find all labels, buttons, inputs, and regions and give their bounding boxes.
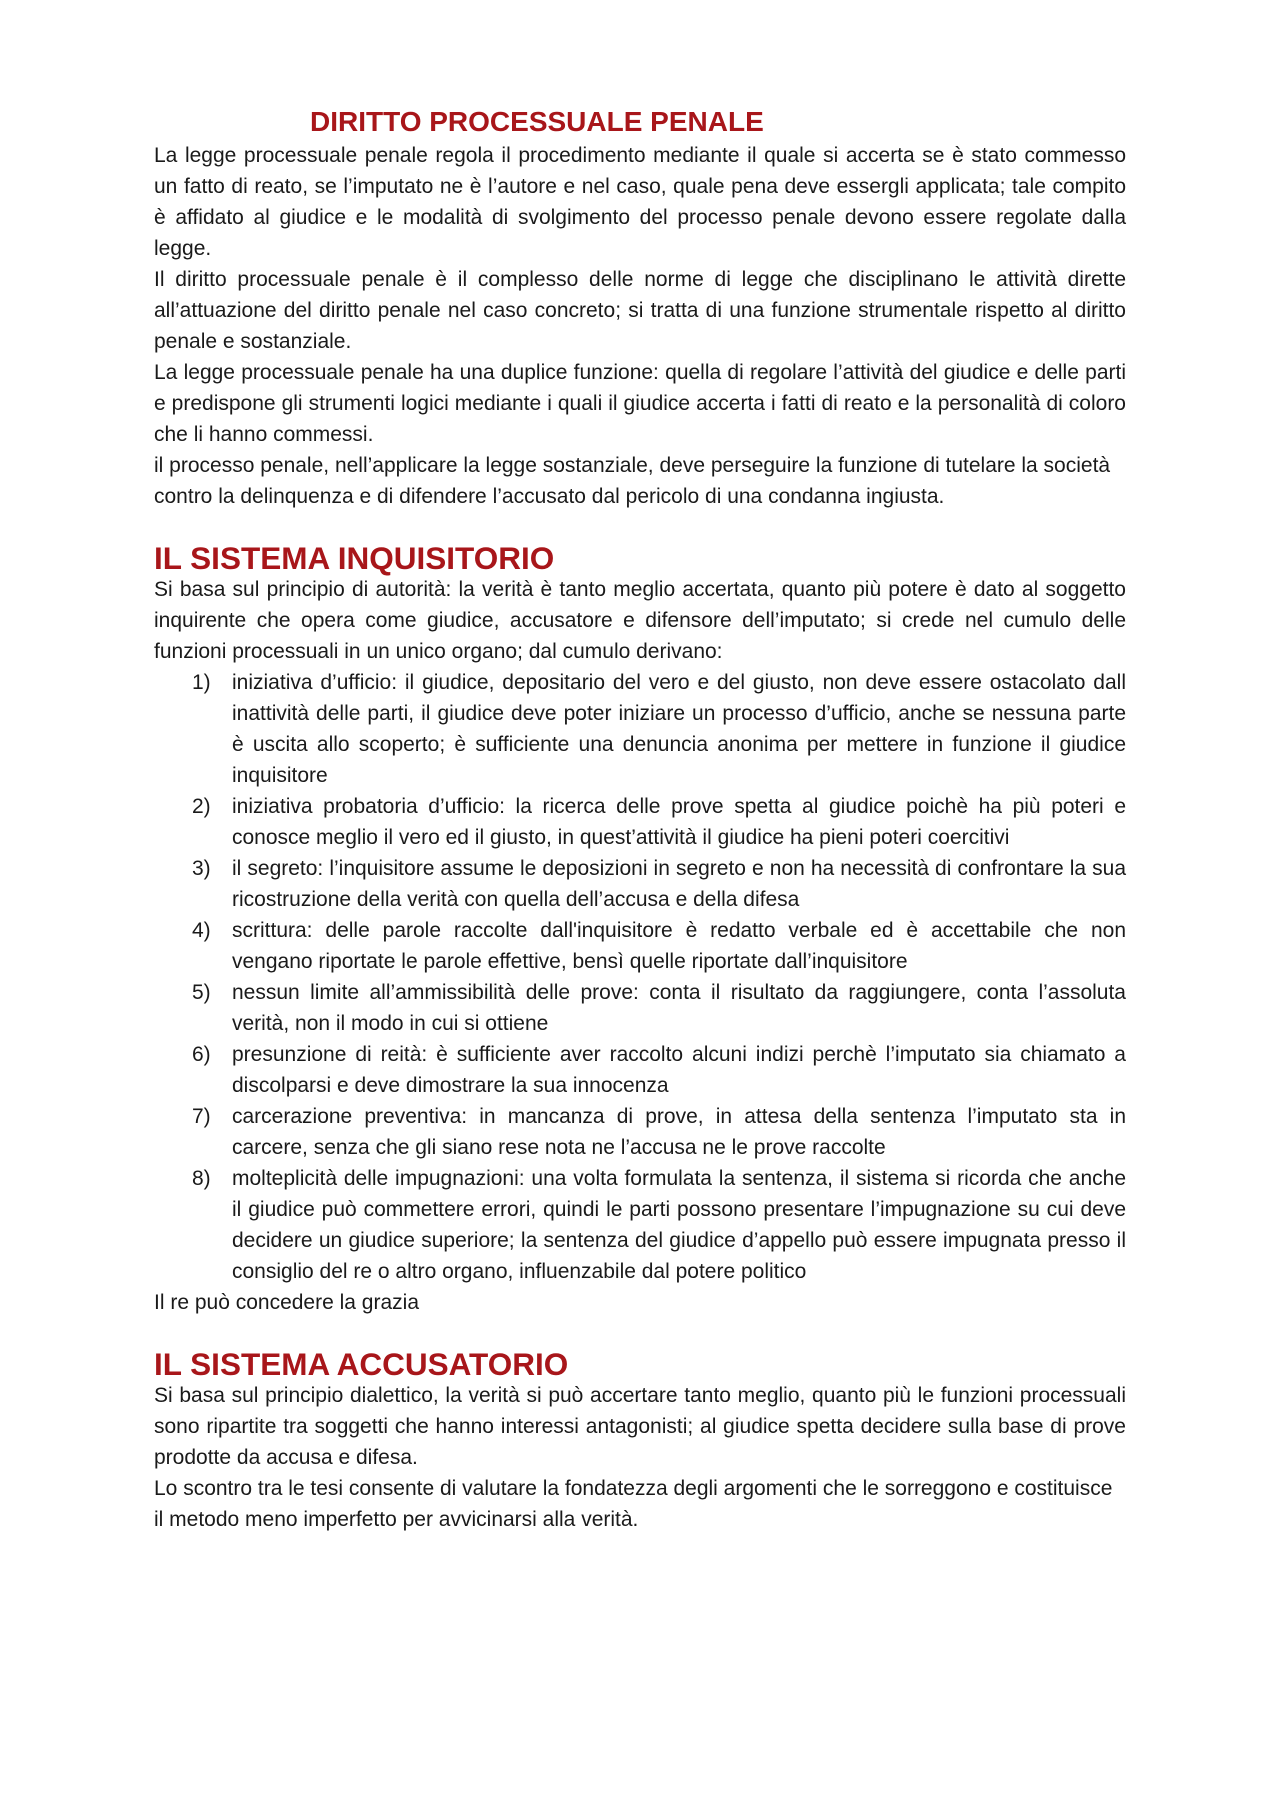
intro-paragraph-1: La legge processuale penale regola il procedimento mediante il quale si accerta se è stato commesso un fatto di reato, se l’imputato ne è l’autore e nel caso, quale pena deve essergli applicata; tale compito è affidato al giudice e le modalità di svolgimento del processo penale devono essere regolate dalla legge.	[154, 144, 1126, 260]
list-item-text: nessun limite all’ammissibilità delle prove: conta il risultato da raggiungere, conta l’assoluta verità, non il modo in cui si ottiene	[232, 981, 1126, 1035]
list-item	[154, 791, 1126, 853]
section-accusatorio	[154, 1346, 1126, 1535]
section-heading-inquisitorio: IL SISTEMA INQUISITORIO	[154, 540, 555, 576]
list-item-text: iniziativa probatoria d’ufficio: la ricerca delle prove spetta al giudice poichè ha più poteri e conosce meglio il vero ed il giusto, in quest’attività il giudice ha pieni poteri coercitivi	[232, 795, 1126, 849]
list-item-number: 6)	[192, 1043, 211, 1066]
list-item-text: presunzione di reità: è sufficiente aver raccolto alcuni indizi perchè l’imputato sia chiamato a discolparsi e deve dimostrare la sua innocenza	[232, 1043, 1126, 1097]
section-heading-accusatorio: IL SISTEMA ACCUSATORIO	[154, 1346, 569, 1382]
list-item-text: iniziativa d’ufficio: il giudice, depositario del vero e del giusto, non deve essere ostacolato dall inattività delle parti, il giudice deve poter iniziare un processo d’ufficio, anche se nessuna parte è uscita allo scoperto; è sufficiente una denuncia anonima per mettere in funzione il giudice inquisitore	[232, 671, 1126, 787]
list-item-number: 4)	[192, 919, 211, 942]
list-item-number: 5)	[192, 981, 211, 1004]
list-item-text: carcerazione preventiva: in mancanza di prove, in attesa della sentenza l’imputato sta in carcere, senza che gli siano rese nota ne l’accusa ne le prove raccolte	[232, 1105, 1126, 1159]
inquisitorio-list	[154, 667, 1126, 1287]
list-item	[154, 977, 1126, 1039]
list-item	[154, 667, 1126, 791]
accusatorio-paragraph-1: Si basa sul principio dialettico, la verità si può accertare tanto meglio, quanto più le funzioni processuali sono ripartite tra soggetti che hanno interessi antagonisti; al giudice spetta decidere sulla base di prove prodotte da accusa e difesa.	[154, 1384, 1126, 1469]
list-item-number: 3)	[192, 857, 211, 880]
list-item-text: molteplicità delle impugnazioni: una volta formulata la sentenza, il sistema si ricorda che anche il giudice può commettere errori, quindi le parti possono presentare l’impugnazione su cui deve decidere un giudice superiore; la sentenza del giudice d’appello può essere impugnata presso il consiglio del re o altro organo, influenzabile dal potere politico	[232, 1167, 1126, 1283]
inquisitorio-intro: Si basa sul principio di autorità: la verità è tanto meglio accertata, quanto più potere è dato al soggetto inquirente che opera come giudice, accusatore e difensore dell’imputato; si crede nel cumulo delle funzioni processuali in un unico organo; dal cumulo derivano:	[154, 578, 1126, 663]
intro-paragraph-3: La legge processuale penale ha una duplice funzione: quella di regolare l’attività del giudice e delle parti e predispone gli strumenti logici mediante i quali il giudice accerta i fatti di reato e la personalità di coloro che li hanno commessi.	[154, 361, 1126, 446]
list-item	[154, 853, 1126, 915]
list-item-text: il segreto: l’inquisitore assume le deposizioni in segreto e non ha necessità di confrontare la sua ricostruzione della verità con quella dell’accusa e della difesa	[232, 857, 1126, 911]
section-spacer	[154, 512, 1126, 543]
document-body	[154, 104, 1126, 1535]
inquisitorio-closing: Il re può concedere la grazia	[154, 1291, 419, 1314]
list-item	[154, 1163, 1126, 1287]
section-inquisitorio	[154, 540, 1126, 1318]
document-title: DIRITTO PROCESSUALE PENALE	[310, 106, 764, 137]
list-item	[154, 1039, 1126, 1101]
list-item	[154, 915, 1126, 977]
section-spacer	[154, 1318, 1126, 1349]
intro-paragraph-2: Il diritto processuale penale è il complesso delle norme di legge che disciplinano le attività dirette all’attuazione del diritto penale nel caso concreto; si tratta di una funzione strumentale rispetto al diritto penale e sostanziale.	[154, 268, 1126, 353]
list-item	[154, 1101, 1126, 1163]
accusatorio-paragraph-2: Lo scontro tra le tesi consente di valutare la fondatezza degli argomenti che le sorreggono e costituisce il metodo meno imperfetto per avvicinarsi alla verità.	[154, 1477, 1113, 1531]
list-item-number: 7)	[192, 1105, 211, 1128]
list-item-text: scrittura: delle parole raccolte dall'inquisitore è redatto verbale ed è accettabile che non vengano riportate le parole effettive, bensì quelle riportate dall’inquisitore	[232, 919, 1126, 973]
list-item-number: 1)	[192, 671, 211, 694]
list-item-number: 8)	[192, 1167, 211, 1190]
list-item-number: 2)	[192, 795, 211, 818]
intro-paragraph-4: il processo penale, nell’applicare la legge sostanziale, deve perseguire la funzione di tutelare la società contro la delinquenza e di difendere l’accusato dal pericolo di una condanna ingiusta.	[154, 454, 1111, 508]
